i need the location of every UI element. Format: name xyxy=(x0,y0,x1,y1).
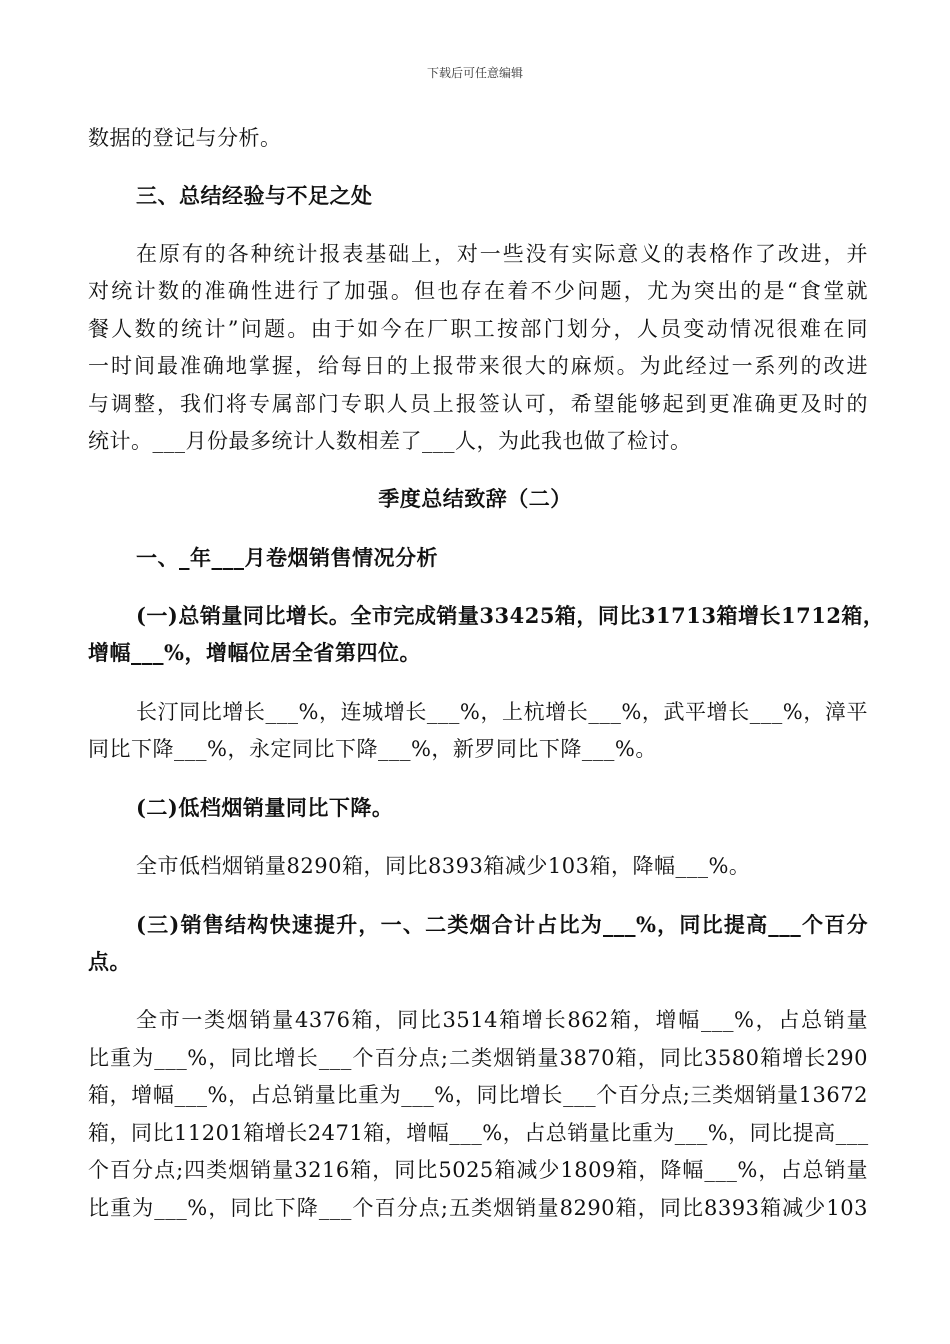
paragraph-line: 餐人数的统计”问题。由于如今在厂职工按部门划分，人员变动情况很难在同 xyxy=(88,317,868,341)
document-title: 季度总结致辞（二） xyxy=(378,486,572,511)
subsection-heading: (一)总销量同比增长。全市完成销量33425箱，同比31713箱增长1712箱， xyxy=(136,603,885,628)
paragraph-line: 与调整，我们将专属部门专职人员上报签认可，希望能够起到更准确更及时的 xyxy=(88,392,868,416)
section-heading: 一、_年___月卷烟销售情况分析 xyxy=(136,545,438,570)
paragraph-line: 全市一类烟销量4376箱，同比3514箱增长862箱，增幅___%，占总销量 xyxy=(136,1008,868,1032)
paragraph-line: 长汀同比增长___%，连城增长___%，上杭增长___%，武平增长___%，漳平 xyxy=(136,700,868,724)
paragraph-line: 全市低档烟销量8290箱，同比8393箱减少103箱，降幅___%。 xyxy=(136,854,751,878)
paragraph-line: 箱，同比11201箱增长2471箱，增幅___%，占总销量比重为___%，同比提高___ xyxy=(88,1121,869,1145)
paragraph-line: 在原有的各种统计报表基础上，对一些没有实际意义的表格作了改进，并 xyxy=(136,242,868,266)
paragraph-line: 统计。___月份最多统计人数相差了___人，为此我也做了检讨。 xyxy=(88,429,692,453)
paragraph-line: 比重为___%，同比下降___个百分点;五类烟销量8290箱，同比8393箱减少103 xyxy=(88,1196,868,1220)
paragraph-line: 个百分点;四类烟销量3216箱，同比5025箱减少1809箱，降幅___%，占总销量 xyxy=(88,1158,868,1182)
paragraph-line: 对统计数的准确性进行了加强。但也存在着不少问题，尤为突出的是“食堂就 xyxy=(88,279,868,303)
paragraph-line: 箱，增幅___%，占总销量比重为___%，同比增长___个百分点;三类烟销量13672 xyxy=(88,1083,868,1107)
paragraph-line: 同比下降___%，永定同比下降___%，新罗同比下降___%。 xyxy=(88,737,657,761)
section-heading: 三、总结经验与不足之处 xyxy=(136,183,373,208)
paragraph-line: 比重为___%，同比增长___个百分点;二类烟销量3870箱，同比3580箱增长290 xyxy=(88,1046,868,1070)
subsection-heading: (二)低档烟销量同比下降。 xyxy=(136,795,394,820)
subsection-heading: (三)销售结构快速提升，一、二类烟合计占比为___%，同比提高___个百分 xyxy=(136,912,868,937)
paragraph-line: 数据的登记与分析。 xyxy=(88,126,282,150)
paragraph-line: 一时间最准确地掌握，给每日的上报带来很大的麻烦。为此经过一系列的改进 xyxy=(88,354,868,378)
subsection-heading: 点。 xyxy=(88,949,131,974)
page-header: 下载后可任意编辑 xyxy=(426,66,523,80)
subsection-heading: 增幅___%，增幅位居全省第四位。 xyxy=(88,640,421,665)
